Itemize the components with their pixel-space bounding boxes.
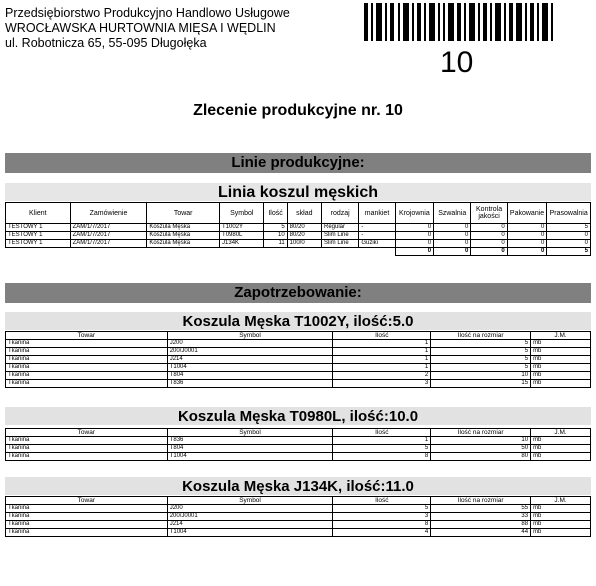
company-line-1: Przedsiębiorstwo Produkcyjno Handlowo Usługowe xyxy=(5,6,290,20)
table-header-row xyxy=(6,332,591,340)
col-type: rodzaj xyxy=(322,203,359,224)
cell: Tkanina xyxy=(6,372,168,380)
cell: mb xyxy=(531,505,591,513)
cell: Koszula Męska xyxy=(147,232,220,240)
cell: 0 xyxy=(395,232,433,240)
table-row xyxy=(6,348,591,356)
cell: mb xyxy=(531,364,591,372)
cell: Slim Line xyxy=(322,240,359,248)
demand-table xyxy=(5,496,591,537)
cell: J214 xyxy=(167,356,333,364)
table-row xyxy=(6,513,591,521)
section-needs-header: Zapotrzebowanie: xyxy=(5,283,591,303)
cell: 0 xyxy=(471,240,507,248)
cell: J200 xyxy=(167,505,333,513)
cell: Tkanina xyxy=(6,453,168,461)
col-composition: skład xyxy=(287,203,321,224)
cell: mb xyxy=(531,356,591,364)
cell: T804 xyxy=(167,445,333,453)
cell: 5 xyxy=(333,445,431,453)
cell: mb xyxy=(531,529,591,537)
line-name: Linia koszul męskich xyxy=(5,183,591,201)
totals-row xyxy=(6,248,591,256)
cell: Koszula Męska xyxy=(147,240,220,248)
cell: mb xyxy=(531,521,591,529)
cell: 10 xyxy=(431,372,531,380)
cell: 0 xyxy=(395,240,433,248)
demand-table xyxy=(5,428,591,461)
cell: 3 xyxy=(333,513,431,521)
cell: 88 xyxy=(431,521,531,529)
table-header-row xyxy=(6,203,591,224)
cell: 8 xyxy=(333,453,431,461)
table-row xyxy=(6,453,591,461)
cell: Tkanina xyxy=(6,340,168,348)
col-order: Zamówienie xyxy=(70,203,147,224)
table-row xyxy=(6,521,591,529)
barcode xyxy=(364,3,556,41)
page-title: Zlecenie produkcyjne nr. 10 xyxy=(193,102,403,119)
col-client: Klient xyxy=(6,203,71,224)
table-row xyxy=(6,340,591,348)
cell: - xyxy=(359,232,395,240)
cell: Tkanina xyxy=(6,380,168,388)
cell: mb xyxy=(531,380,591,388)
cell: 2 xyxy=(333,372,431,380)
col-unit: J.M. xyxy=(531,332,591,340)
cell: 200/J0001 xyxy=(167,348,333,356)
cell: 1 xyxy=(333,348,431,356)
cell: 80/20 xyxy=(287,232,321,240)
table-row xyxy=(6,356,591,364)
cell: 0 xyxy=(395,224,433,232)
col-symbol: Symbol xyxy=(167,429,333,437)
cell: 44 xyxy=(431,529,531,537)
table-row xyxy=(6,445,591,453)
col-unit: J.M. xyxy=(531,497,591,505)
cell: Tkanina xyxy=(6,513,168,521)
col-ironing: Prasowalnia xyxy=(547,203,591,224)
col-symbol: Symbol xyxy=(167,332,333,340)
table-row xyxy=(6,224,591,232)
total-cell: 0 xyxy=(434,248,471,256)
cell: T1004 xyxy=(167,453,333,461)
cell: mb xyxy=(531,437,591,445)
col-qty: Ilość xyxy=(333,332,431,340)
table-row xyxy=(6,380,591,388)
cell: 5 xyxy=(431,340,531,348)
col-product: Towar xyxy=(147,203,220,224)
cell: 4 xyxy=(333,529,431,537)
cell: 8 xyxy=(333,521,431,529)
cell: 1 xyxy=(333,340,431,348)
cell: 0 xyxy=(507,224,547,232)
table-row xyxy=(6,240,591,248)
cell: Tkanina xyxy=(6,364,168,372)
cell: 0 xyxy=(471,224,507,232)
cell: Tkanina xyxy=(6,505,168,513)
cell: T836 xyxy=(167,380,333,388)
cell: T804 xyxy=(167,372,333,380)
cell: 50 xyxy=(431,445,531,453)
cell: - xyxy=(359,224,395,232)
cell: TESTOWY 1 xyxy=(6,224,71,232)
barcode-number: 10 xyxy=(440,46,474,79)
cell: Tkanina xyxy=(6,529,168,537)
demand-title: Koszula Męska T0980L, ilość:10.0 xyxy=(5,407,591,425)
cell: 5 xyxy=(333,505,431,513)
cell: TESTOWY 1 xyxy=(6,232,71,240)
cell: T0980L xyxy=(220,232,264,240)
demand-title: Koszula Męska T1002Y, ilość:5.0 xyxy=(5,312,591,330)
col-cutting: Krojownia xyxy=(395,203,433,224)
demand-title: Koszula Męska J134K, ilość:11.0 xyxy=(5,477,591,495)
cell: 11 xyxy=(264,240,287,248)
cell: T836 xyxy=(167,437,333,445)
cell: 1 xyxy=(333,364,431,372)
col-product: Towar xyxy=(6,332,168,340)
col-qty: Ilość xyxy=(333,497,431,505)
company-address: ul. Robotnicza 65, 55-095 Długołęka xyxy=(5,36,207,50)
cell: 5 xyxy=(431,348,531,356)
table-row xyxy=(6,437,591,445)
cell: 80 xyxy=(431,453,531,461)
cell: Tkanina xyxy=(6,356,168,364)
cell: 5 xyxy=(264,224,287,232)
cell: mb xyxy=(531,372,591,380)
cell: ZAM/1/7/2017 xyxy=(70,232,147,240)
col-qty: Ilość xyxy=(333,429,431,437)
total-cell: 0 xyxy=(471,248,507,256)
total-cell: 5 xyxy=(547,248,591,256)
cell: 55 xyxy=(431,505,531,513)
totals-spacer xyxy=(6,248,396,256)
col-unit: J.M. xyxy=(531,429,591,437)
table-header-row xyxy=(6,429,591,437)
production-line-table xyxy=(5,202,591,256)
table-row xyxy=(6,505,591,513)
cell: Tkanina xyxy=(6,521,168,529)
cell: 80/20 xyxy=(287,224,321,232)
col-packing: Pakowanie xyxy=(507,203,547,224)
col-qty-per-size: Ilość na rozmiar xyxy=(431,429,531,437)
cell: 1 xyxy=(333,437,431,445)
cell: 0 xyxy=(434,224,471,232)
cell: Tkanina xyxy=(6,445,168,453)
company-name: WROCŁAWSKA HURTOWNIA MIĘSA I WĘDLIN xyxy=(5,21,276,35)
cell: 0 xyxy=(434,240,471,248)
cell: 200/J0001 xyxy=(167,513,333,521)
demand-table xyxy=(5,331,591,388)
cell: 5 xyxy=(431,364,531,372)
cell: 5 xyxy=(547,224,591,232)
section-lines-header: Linie produkcyjne: xyxy=(5,153,591,173)
cell: 100/0 xyxy=(287,240,321,248)
col-symbol: Symbol xyxy=(167,497,333,505)
company-header xyxy=(5,6,290,51)
cell: 0 xyxy=(434,232,471,240)
cell: 3 xyxy=(333,380,431,388)
cell: Tkanina xyxy=(6,348,168,356)
cell: ZAM/1/7/2017 xyxy=(70,240,147,248)
col-product: Towar xyxy=(6,429,168,437)
cell: J214 xyxy=(167,521,333,529)
cell: 10 xyxy=(264,232,287,240)
table-row xyxy=(6,232,591,240)
cell: TESTOWY 1 xyxy=(6,240,71,248)
cell: 0 xyxy=(507,232,547,240)
cell: 33 xyxy=(431,513,531,521)
cell: 0 xyxy=(547,232,591,240)
table-row xyxy=(6,364,591,372)
cell: 5 xyxy=(431,356,531,364)
cell: Slim Line xyxy=(322,232,359,240)
cell: 15 xyxy=(431,380,531,388)
table-header-row xyxy=(6,497,591,505)
table-row xyxy=(6,372,591,380)
cell: T1004 xyxy=(167,364,333,372)
cell: mb xyxy=(531,340,591,348)
cell: Regular xyxy=(322,224,359,232)
total-cell: 0 xyxy=(507,248,547,256)
cell: J200 xyxy=(167,340,333,348)
cell: ZAM/1/7/2017 xyxy=(70,224,147,232)
cell: 1 xyxy=(333,356,431,364)
table-row xyxy=(6,529,591,537)
col-qty: Ilość xyxy=(264,203,287,224)
col-sewing: Szwalnia xyxy=(434,203,471,224)
cell: mb xyxy=(531,445,591,453)
cell: 10 xyxy=(431,437,531,445)
cell: Tkanina xyxy=(6,437,168,445)
col-product: Towar xyxy=(6,497,168,505)
col-symbol: Symbol xyxy=(220,203,264,224)
cell: J134K xyxy=(220,240,264,248)
cell: Guziki xyxy=(359,240,395,248)
col-quality: Kontrola jakości xyxy=(471,203,507,224)
cell: 0 xyxy=(507,240,547,248)
col-qty-per-size: Ilość na rozmiar xyxy=(431,332,531,340)
cell: mb xyxy=(531,453,591,461)
cell: T1002Y xyxy=(220,224,264,232)
cell: mb xyxy=(531,348,591,356)
cell: 0 xyxy=(547,240,591,248)
col-cuff: mankiet xyxy=(359,203,395,224)
cell: Koszula Męska xyxy=(147,224,220,232)
cell: T1004 xyxy=(167,529,333,537)
col-qty-per-size: Ilość na rozmiar xyxy=(431,497,531,505)
cell: 0 xyxy=(471,232,507,240)
cell: mb xyxy=(531,513,591,521)
total-cell: 0 xyxy=(395,248,433,256)
